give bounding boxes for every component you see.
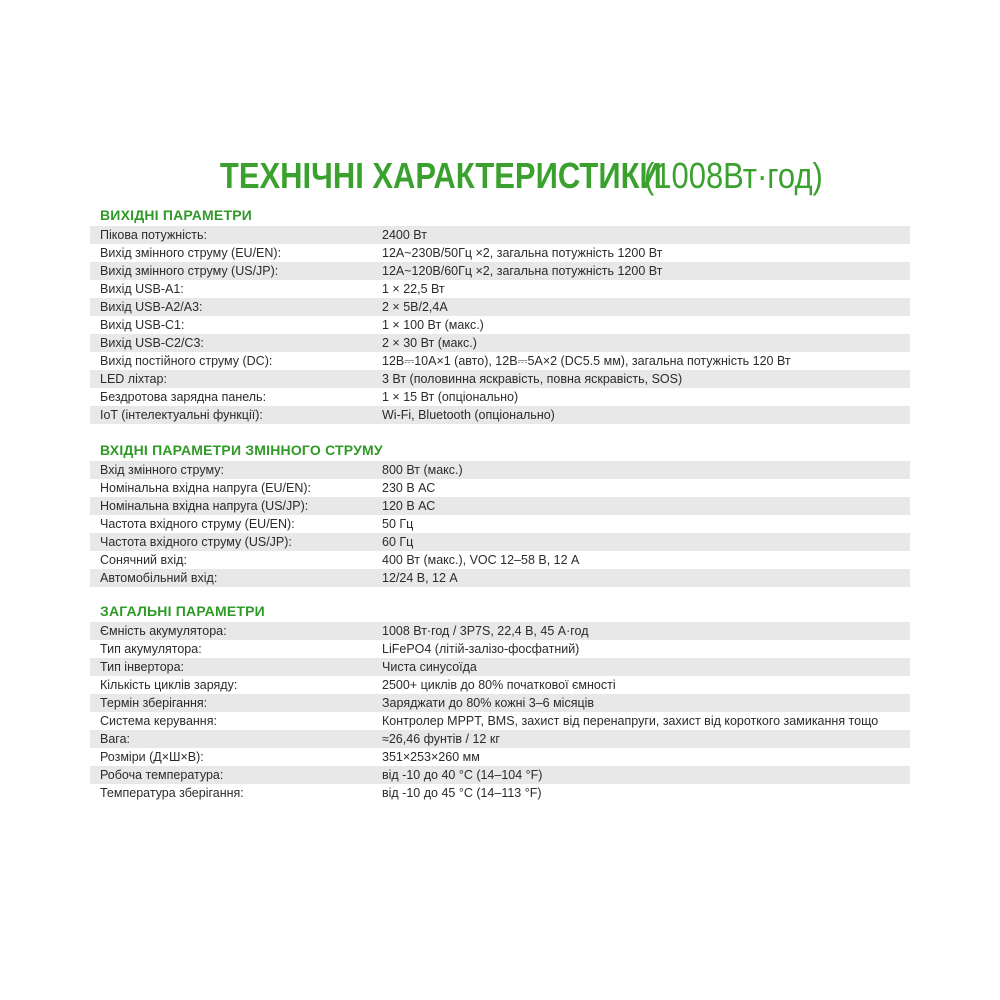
spec-value: 1008 Вт·год / 3P7S, 22,4 В, 45 А·год <box>382 624 589 638</box>
spec-row <box>90 226 910 244</box>
spec-value: 12А~230В/50Гц ×2, загальна потужність 1200 Вт <box>382 246 663 260</box>
spec-value: Контролер MPPT, BMS, захист від перенапруги, захист від короткого замикання тощо <box>382 714 879 728</box>
spec-value: від -10 до 40 °C (14–104 °F) <box>382 768 543 782</box>
spec-row <box>90 730 910 748</box>
spec-value: 120 В АС <box>382 499 436 513</box>
spec-label: Кількість циклів заряду: <box>100 678 238 692</box>
section-general-parameters <box>90 600 910 802</box>
spec-label: Номінальна вхідна напруга (EU/EN): <box>100 481 312 495</box>
spec-value: 12/24 В, 12 А <box>382 571 458 585</box>
spec-row <box>90 533 910 551</box>
spec-row <box>90 461 910 479</box>
spec-label: LED ліхтар: <box>100 372 167 386</box>
spec-label: Частота вхідного струму (US/JP): <box>100 535 292 549</box>
spec-value: 3 Вт (половинна яскравість, повна яскравість, SOS) <box>382 372 683 386</box>
spec-label: Вхід змінного струму: <box>100 463 224 477</box>
spec-row <box>90 479 910 497</box>
spec-row <box>90 280 910 298</box>
section-heading: ЗАГАЛЬНІ ПАРАМЕТРИ <box>100 603 265 619</box>
spec-label: Вага: <box>100 732 130 746</box>
spec-row <box>90 640 910 658</box>
spec-value: Заряджати до 80% кожні 3–6 місяців <box>382 696 595 710</box>
title-main: ТЕХНІЧНІ ХАРАКТЕРИСТИКИ <box>219 155 662 196</box>
spec-row <box>90 658 910 676</box>
spec-value: 2 × 30 Вт (макс.) <box>382 336 477 350</box>
spec-value: 12В⎓10А×1 (авто), 12В⎓5А×2 (DC5.5 мм), загальна потужність 120 Вт <box>382 354 791 368</box>
spec-value: 60 Гц <box>382 535 414 549</box>
page-title <box>0 148 1000 212</box>
spec-row <box>90 766 910 784</box>
spec-label: Термін зберігання: <box>100 696 208 710</box>
spec-row <box>90 406 910 424</box>
spec-label: Бездротова зарядна панель: <box>100 390 267 404</box>
spec-value: 1 × 100 Вт (макс.) <box>382 318 484 332</box>
spec-row <box>90 370 910 388</box>
spec-row <box>90 352 910 370</box>
spec-row <box>90 334 910 352</box>
spec-row <box>90 622 910 640</box>
spec-value: Wi-Fi, Bluetooth (опціонально) <box>382 408 555 422</box>
spec-label: Вихід USB-A1: <box>100 282 184 296</box>
spec-row <box>90 244 910 262</box>
spec-value: 2400 Вт <box>382 228 427 242</box>
spec-label: Номінальна вхідна напруга (US/JP): <box>100 499 309 513</box>
spec-row <box>90 676 910 694</box>
section-heading: ВХІДНІ ПАРАМЕТРИ ЗМІННОГО СТРУМУ <box>100 442 383 458</box>
spec-row <box>90 497 910 515</box>
spec-value: 351×253×260 мм <box>382 750 480 764</box>
spec-label: Робоча температура: <box>100 768 224 782</box>
spec-value: LiFePO4 (літій-залізо-фосфатний) <box>382 642 580 656</box>
spec-label: Розміри (Д×Ш×В): <box>100 750 204 764</box>
spec-row <box>90 569 910 587</box>
spec-value: 800 Вт (макс.) <box>382 463 463 477</box>
spec-value: 1 × 15 Вт (опціонально) <box>382 390 519 404</box>
section-heading: ВИХІДНІ ПАРАМЕТРИ <box>100 207 253 223</box>
spec-label: Пікова потужність: <box>100 228 207 242</box>
spec-value: 2 × 5В/2,4А <box>382 300 448 314</box>
spec-label: Частота вхідного струму (EU/EN): <box>100 517 295 531</box>
spec-label: Вихід USB-A2/A3: <box>100 300 203 314</box>
spec-value: 400 Вт (макс.), VOC 12–58 В, 12 А <box>382 553 580 567</box>
spec-label: Вихід змінного струму (EU/EN): <box>100 246 282 260</box>
spec-label: Автомобільний вхід: <box>100 571 218 585</box>
section-ac-input-parameters <box>90 439 910 587</box>
spec-label: Вихід USB-C1: <box>100 318 185 332</box>
spec-row <box>90 298 910 316</box>
spec-row <box>90 316 910 334</box>
spec-label: IoT (інтелектуальні функції): <box>100 408 263 422</box>
spec-label: Вихід змінного струму (US/JP): <box>100 264 279 278</box>
spec-value: 12А~120В/60Гц ×2, загальна потужність 1200 Вт <box>382 264 663 278</box>
spec-label: Система керування: <box>100 714 217 728</box>
spec-row <box>90 388 910 406</box>
spec-label: Тип акумулятора: <box>100 642 202 656</box>
spec-label: Сонячний вхід: <box>100 553 187 567</box>
spec-label: Температура зберігання: <box>100 786 244 800</box>
spec-value: 2500+ циклів до 80% початкової ємності <box>382 678 616 692</box>
spec-value: 1 × 22,5 Вт <box>382 282 445 296</box>
spec-row <box>90 551 910 569</box>
spec-row <box>90 694 910 712</box>
spec-label: Вихід USB-C2/C3: <box>100 336 204 350</box>
spec-value: 50 Гц <box>382 517 414 531</box>
spec-row <box>90 748 910 766</box>
spec-value: 230 В АС <box>382 481 436 495</box>
section-output-parameters <box>90 204 910 424</box>
spec-label: Тип інвертора: <box>100 660 185 674</box>
spec-label: Вихід постійного струму (DC): <box>100 354 273 368</box>
spec-row <box>90 262 910 280</box>
spec-label: Ємність акумулятора: <box>100 624 227 638</box>
spec-value: ≈26,46 фунтів / 12 кг <box>382 732 500 746</box>
spec-row <box>90 784 910 802</box>
spec-row <box>90 515 910 533</box>
spec-row <box>90 712 910 730</box>
spec-value: Чиста синусоїда <box>382 660 477 674</box>
title-capacity: (1008Вт·год) <box>644 155 823 196</box>
spec-value: від -10 до 45 °C (14–113 °F) <box>382 786 542 800</box>
